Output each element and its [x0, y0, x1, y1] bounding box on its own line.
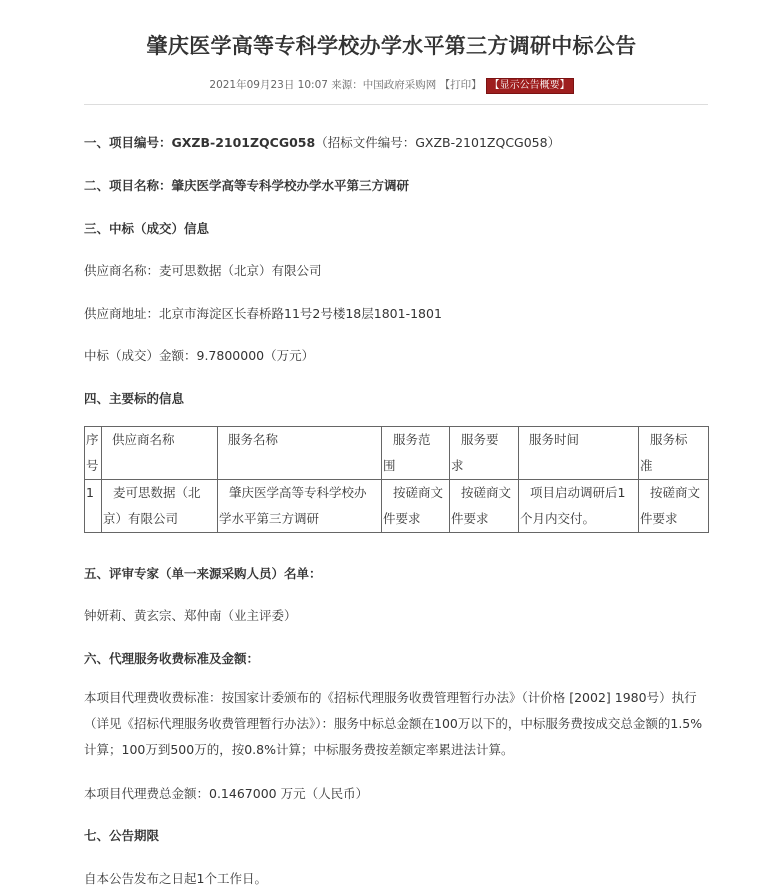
supplier-address: 供应商地址：北京市海淀区长春桥路11号2号楼18层1801-1801 — [84, 306, 442, 321]
section-agency-fee: 六、代理服务收费标准及金额： — [84, 651, 260, 666]
td-scope: 按磋商文 件要求 — [382, 480, 450, 533]
tender-doc-code: （招标文件编号：GXZB-2101ZQCG058） — [315, 135, 561, 150]
th-requirement: 服务要 求 — [450, 427, 519, 480]
section-main-items: 四、主要标的信息 — [84, 391, 185, 406]
th-index: 序 号 — [85, 427, 102, 480]
fee-standard-text: 本项目代理费收费标准：按国家计委颁布的《招标代理服务收费管理暂行办法》（计价格 [2002] 1980号）执行（详见《招标代理服务收费管理暂行办法》）：服务中标总金额在100万以下的，中标服务费按成交总金额的1.5%计算；100万到500万的，按0.8%计算；中标服务费按差额定率累进法计算。 — [84, 690, 703, 757]
th-standard: 服务标 准 — [639, 427, 709, 480]
section-award-info: 三、中标（成交）信息 — [84, 221, 210, 236]
td-time: 项目启动调研后1 个月内交付。 — [519, 480, 639, 533]
td-requirement: 按磋商文 件要求 — [450, 480, 519, 533]
supplier-name: 供应商名称：麦可思数据（北京）有限公司 — [84, 263, 322, 278]
section-project-code — [84, 133, 560, 151]
project-code-label: 一、项目编号： — [84, 135, 172, 150]
th-service-name: 服务名称 — [218, 427, 382, 480]
publish-meta-text: 2021年09月23日 10:07 来源：中国政府采购网 — [209, 79, 440, 91]
print-link[interactable]: 【打印】 — [439, 79, 482, 91]
publish-meta — [0, 77, 783, 94]
td-service-name: 肇庆医学高等专科学校办 学水平第三方调研 — [218, 480, 382, 533]
section-experts: 五、评审专家（单一来源采购人员）名单： — [84, 566, 322, 581]
td-index: 1 — [85, 480, 102, 533]
page-title: 肇庆医学高等专科学校办学水平第三方调研中标公告 — [146, 34, 637, 58]
section-project-name: 二、项目名称：肇庆医学高等专科学校办学水平第三方调研 — [84, 178, 410, 193]
td-supplier: 麦可思数据（北 京）有限公司 — [102, 480, 218, 533]
show-summary-button[interactable]: 【显示公告概要】 — [486, 78, 574, 94]
th-time: 服务时间 — [519, 427, 639, 480]
th-supplier: 供应商名称 — [102, 427, 218, 480]
header-divider — [84, 104, 708, 105]
notice-period-text: 自本公告发布之日起1个工作日。 — [84, 871, 267, 886]
section-notice-period: 七、公告期限 — [84, 828, 160, 843]
table-row — [85, 480, 709, 533]
table-header-row — [85, 427, 709, 480]
project-code-value: GXZB-2101ZQCG058 — [171, 135, 316, 150]
main-items-table — [84, 426, 709, 533]
expert-list: 钟妍莉、黄玄宗、郑仲南（业主评委） — [84, 608, 297, 623]
bid-amount: 中标（成交）金额：9.7800000（万元） — [84, 348, 315, 363]
th-scope: 服务范 围 — [382, 427, 450, 480]
fee-total: 本项目代理费总金额：0.1467000 万元（人民币） — [84, 786, 369, 801]
td-standard: 按磋商文 件要求 — [639, 480, 709, 533]
